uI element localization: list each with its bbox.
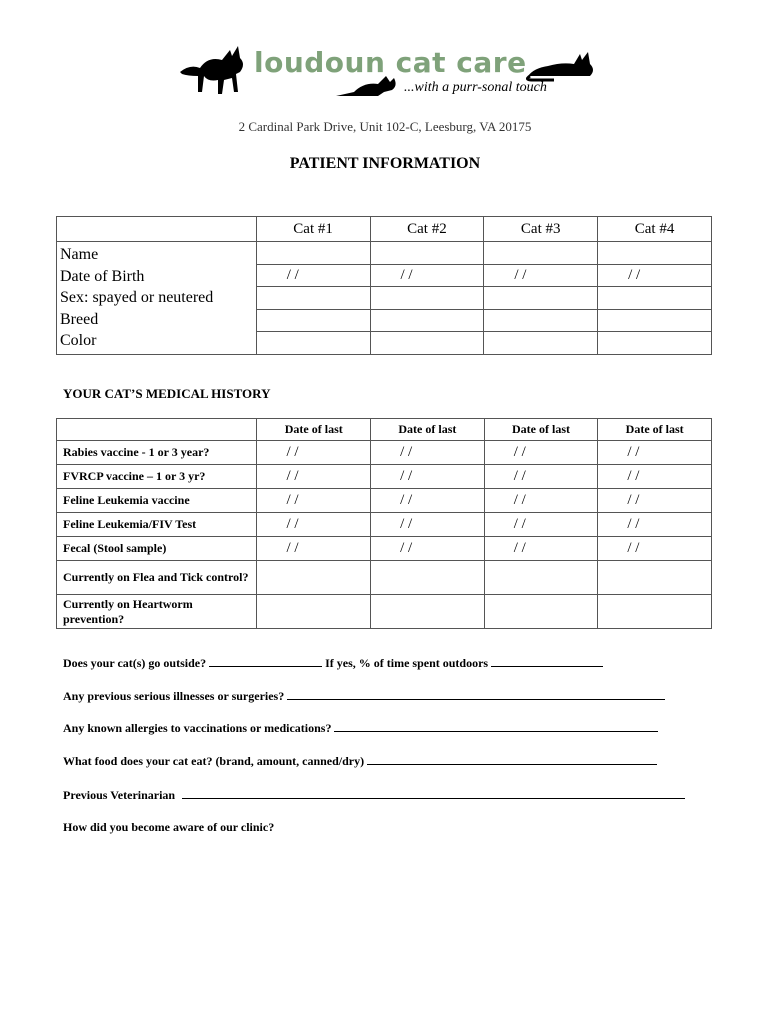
- row-label: Sex: spayed or neutered: [60, 289, 214, 306]
- name-field[interactable]: [256, 242, 370, 265]
- dob-field[interactable]: / /: [484, 264, 598, 287]
- answer-field[interactable]: [257, 561, 371, 595]
- date-field[interactable]: / /: [371, 537, 485, 561]
- date-field[interactable]: / /: [257, 465, 371, 489]
- blank-header-cell: [57, 217, 257, 242]
- food-answer-line[interactable]: [367, 754, 657, 765]
- date-field[interactable]: / /: [484, 537, 598, 561]
- row-label: Feline Leukemia/FIV Test: [57, 513, 257, 537]
- patient-info-table: [56, 216, 712, 355]
- row-label: Breed: [60, 310, 99, 328]
- table-row: [57, 242, 712, 265]
- color-field[interactable]: [484, 332, 598, 355]
- date-field[interactable]: / /: [598, 537, 712, 561]
- sex-field[interactable]: [256, 287, 370, 310]
- breed-field[interactable]: [256, 309, 370, 332]
- percent-answer-line[interactable]: [491, 656, 603, 667]
- table-row: [57, 537, 712, 561]
- column-header: Cat #4: [598, 217, 712, 242]
- column-header: Date of last: [484, 419, 598, 441]
- answer-field[interactable]: [371, 561, 485, 595]
- food-question-label: What food does your cat eat? (brand, amount, canned/dry): [63, 754, 365, 768]
- breed-field[interactable]: [598, 309, 712, 332]
- allergies-question: [63, 721, 658, 736]
- column-header: Date of last: [598, 419, 712, 441]
- row-label: Fecal (Stool sample): [57, 537, 257, 561]
- aware-question-label: How did you become aware of our clinic?: [63, 820, 275, 834]
- sex-field[interactable]: [598, 287, 712, 310]
- column-header: Date of last: [257, 419, 371, 441]
- table-header-row: [57, 217, 712, 242]
- table-row: [57, 465, 712, 489]
- allergies-answer-line[interactable]: [334, 721, 658, 732]
- date-field[interactable]: / /: [484, 465, 598, 489]
- food-question: [63, 754, 657, 769]
- color-field[interactable]: [256, 332, 370, 355]
- date-field[interactable]: / /: [371, 489, 485, 513]
- vet-question-label: Previous Veterinarian: [63, 788, 176, 802]
- row-label: Color: [60, 332, 97, 349]
- stretching-cat-icon: [334, 74, 404, 98]
- date-field[interactable]: / /: [598, 513, 712, 537]
- illnesses-answer-line[interactable]: [287, 689, 665, 700]
- breed-field[interactable]: [484, 309, 598, 332]
- row-label: Name: [60, 246, 99, 263]
- medical-history-table: [56, 418, 712, 629]
- answer-field[interactable]: [371, 595, 485, 629]
- date-field[interactable]: / /: [598, 489, 712, 513]
- answer-field[interactable]: [598, 595, 712, 629]
- blank-header-cell: [57, 419, 257, 441]
- name-field[interactable]: [598, 242, 712, 265]
- date-field[interactable]: / /: [257, 489, 371, 513]
- outside-answer-line[interactable]: [209, 656, 322, 667]
- sex-field[interactable]: [370, 287, 484, 310]
- column-header: Date of last: [371, 419, 485, 441]
- sex-field[interactable]: [484, 287, 598, 310]
- vet-answer-line[interactable]: [182, 788, 685, 799]
- outside-question-label: Does your cat(s) go outside?: [63, 656, 207, 670]
- table-row: [57, 513, 712, 537]
- answer-field[interactable]: [484, 595, 598, 629]
- clinic-address: 2 Cardinal Park Drive, Unit 102-C, Leesburg, VA 20175: [238, 119, 532, 134]
- column-header: Cat #3: [484, 217, 598, 242]
- medical-history-heading: YOUR CAT’S MEDICAL HISTORY: [63, 386, 271, 401]
- clinic-name: loudoun cat care: [254, 46, 527, 79]
- name-field[interactable]: [484, 242, 598, 265]
- row-label: Rabies vaccine - 1 or 3 year?: [57, 441, 257, 465]
- date-field[interactable]: / /: [484, 441, 598, 465]
- date-field[interactable]: / /: [371, 465, 485, 489]
- table-row: [57, 489, 712, 513]
- clinic-logo: [178, 40, 598, 102]
- illnesses-question-label: Any previous serious illnesses or surgeries?: [63, 689, 285, 703]
- vet-question: [63, 788, 685, 803]
- allergies-question-label: Any known allergies to vaccinations or medications?: [63, 721, 332, 735]
- table-row: [57, 595, 712, 629]
- dob-field[interactable]: / /: [256, 264, 370, 287]
- row-label: Currently on Flea and Tick control?: [57, 561, 257, 595]
- row-label: Feline Leukemia vaccine: [57, 489, 257, 513]
- color-field[interactable]: [370, 332, 484, 355]
- illnesses-question: [63, 689, 665, 704]
- dob-field[interactable]: / /: [598, 264, 712, 287]
- lying-cat-icon: [524, 46, 598, 82]
- date-field[interactable]: / /: [484, 489, 598, 513]
- row-label: Currently on Heartworm prevention?: [57, 595, 257, 629]
- outside-question: [63, 656, 603, 671]
- percent-question-label: If yes, % of time spent outdoors: [325, 656, 489, 670]
- row-labels-cell: [57, 242, 257, 355]
- standing-cat-icon: [178, 42, 254, 96]
- date-field[interactable]: / /: [598, 465, 712, 489]
- date-field[interactable]: / /: [371, 513, 485, 537]
- column-header: Cat #2: [370, 217, 484, 242]
- row-label: Date of Birth: [60, 267, 145, 285]
- date-field[interactable]: / /: [484, 513, 598, 537]
- date-field[interactable]: / /: [257, 513, 371, 537]
- name-field[interactable]: [370, 242, 484, 265]
- breed-field[interactable]: [370, 309, 484, 332]
- aware-question: [63, 820, 274, 835]
- table-row: [57, 441, 712, 465]
- date-field[interactable]: / /: [257, 537, 371, 561]
- column-header: Cat #1: [256, 217, 370, 242]
- answer-field[interactable]: [257, 595, 371, 629]
- date-field[interactable]: / /: [598, 441, 712, 465]
- date-field[interactable]: / /: [371, 441, 485, 465]
- table-row: [57, 561, 712, 595]
- table-header-row: [57, 419, 712, 441]
- answer-field[interactable]: [598, 561, 712, 595]
- dob-field[interactable]: / /: [370, 264, 484, 287]
- page-title: PATIENT INFORMATION: [289, 155, 481, 172]
- clinic-tagline: ...with a purr-sonal touch: [404, 80, 547, 95]
- row-label: FVRCP vaccine – 1 or 3 yr?: [57, 465, 257, 489]
- color-field[interactable]: [598, 332, 712, 355]
- date-field[interactable]: / /: [257, 441, 371, 465]
- answer-field[interactable]: [484, 561, 598, 595]
